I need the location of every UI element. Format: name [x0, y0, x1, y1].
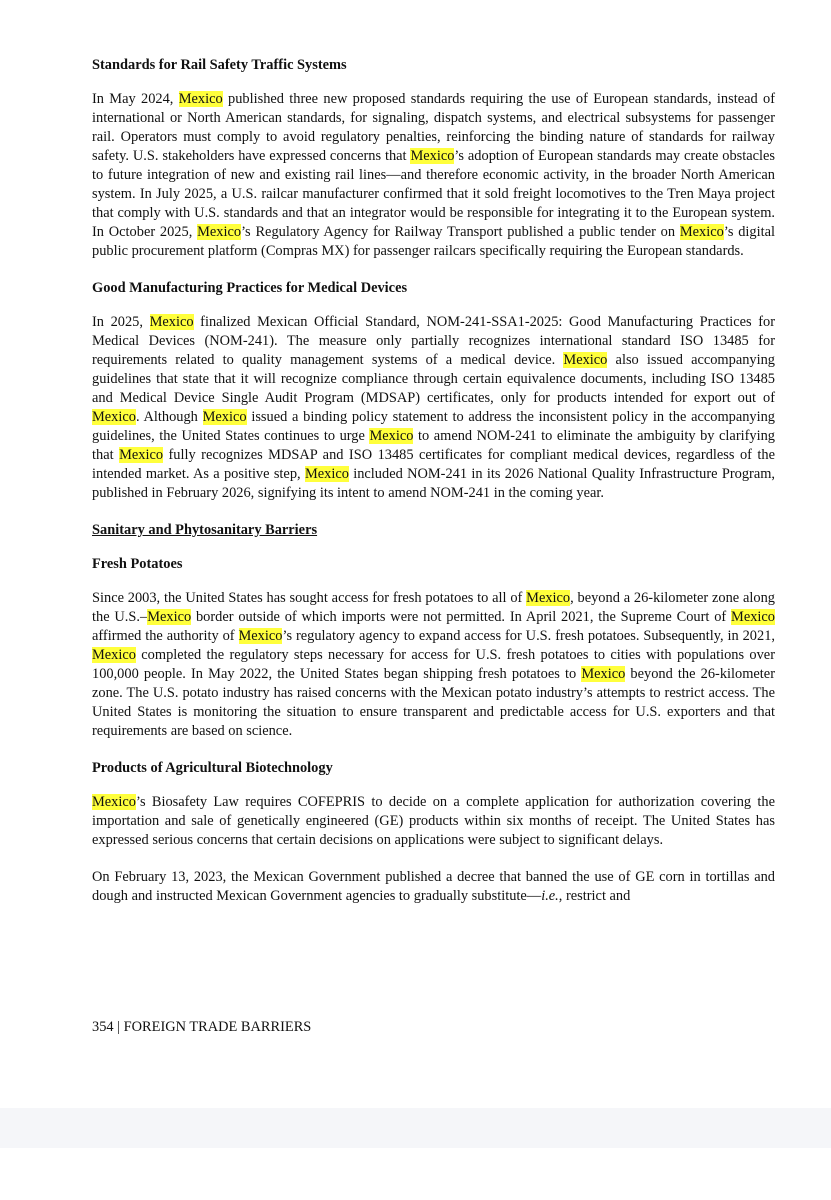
subsection-heading: Standards for Rail Safety Traffic Systems [92, 57, 347, 73]
text-run: published three new proposed standards requiring the use of European standards, instead of international or North American standards, for signaling, dispatch systems, and electrical subsystems for passenger rail. Operators must comply to avoid regulatory penalties, reinforcing the binding nature of standards for railway safety. U.S. stakeholders have expressed concerns that [92, 91, 775, 164]
page-footer: 354 | FOREIGN TRADE BARRIERS [92, 1019, 312, 1035]
highlighted-term: Mexico [563, 352, 608, 368]
text-run: completed the regulatory steps necessary for access for U.S. fresh potatoes to cities with populations over 100,000 people. In May 2022, the United States began shipping fresh potatoes to [92, 647, 775, 682]
text-run: finalized Mexican Official Standard, NOM-241-SSA1-2025: Good Manufacturing Practices for Medical Devices (NOM-241). The measure only partially recognizes international standard ISO 13485 for requirements related to quality management systems of a medical device. [92, 314, 776, 368]
highlighted-term: Mexico [304, 466, 349, 482]
highlighted-term: Mexico [410, 148, 455, 164]
highlighted-term: Mexico [178, 91, 223, 107]
text-run: fully recognizes MDSAP and ISO 13485 certificates for compliant medical devices, regardless of the intended market. As a positive step, [92, 447, 775, 482]
highlighted-term: Mexico [202, 409, 247, 425]
highlighted-term: Mexico [731, 609, 775, 625]
text-run: border outside of which imports were not permitted. In April 2021, the Supreme Court of [191, 609, 732, 625]
highlighted-term: Mexico [92, 409, 136, 425]
highlighted-term: Mexico [147, 609, 192, 625]
text-run: also issued accompanying guidelines that state that it will recognize compliance through certain equivalence documents, including ISO 13485 and Medical Device Single Audit Program (MDSAP) certificates, only for products intended for export out of [92, 352, 775, 406]
viewer-blank-area [0, 1148, 831, 1200]
text-run: , beyond a 26-kilometer zone along the U.S.– [92, 590, 775, 625]
text-run: ’s digital public procurement platform (Compras MX) for passenger railcars specifically requiring the European standards. [92, 224, 775, 259]
paragraph [92, 793, 775, 850]
text-run: In May 2024, [92, 91, 179, 107]
text-run: ’s Regulatory Agency for Railway Transport published a public tender on [241, 224, 680, 240]
text-run: . Although [135, 409, 203, 425]
text-run: In 2025, [92, 314, 150, 330]
section-heading: Sanitary and Phytosanitary Barriers [92, 522, 318, 538]
subsection-heading: Products of Agricultural Biotechnology [92, 760, 333, 776]
subsection-heading: Fresh Potatoes [92, 556, 183, 572]
highlighted-term: Mexico [92, 647, 136, 663]
highlighted-term: Mexico [92, 794, 136, 810]
paragraph [92, 90, 775, 261]
paragraph [92, 868, 775, 906]
text-run: ’s regulatory agency to expand access for U.S. fresh potatoes. Subsequently, in 2021, [282, 628, 775, 644]
paragraph [92, 313, 775, 503]
highlighted-term: Mexico [526, 590, 571, 606]
highlighted-term: Mexico [581, 666, 626, 682]
text-run: , restrict and [558, 888, 631, 904]
highlighted-term: Mexico [369, 428, 414, 444]
text-run: ’s adoption of European standards may create obstacles to future integration of new and existing rail lines—and therefore economic activity, in the broader North American system. In July 2025, a U.S. railcar manufacturer confirmed that it sold freight locomotives to the Tren Maya project that comply with U.S. standards and that an integrator would be responsible for integrating it to the European system. In October 2025, [92, 148, 775, 240]
text-run: On February 13, 2023, the Mexican Government published a decree that banned the use of GE corn in tortillas and dough and instructed Mexican Government agencies to gradually substitute— [92, 869, 775, 904]
paragraph [92, 589, 775, 741]
subsection-heading: Good Manufacturing Practices for Medical Devices [92, 280, 408, 296]
text-run: issued a binding policy statement to address the inconsistent policy in the accompanying guidelines, the United States continues to urge [92, 409, 775, 444]
highlighted-term: Mexico [238, 628, 283, 644]
text-run: Since 2003, the United States has sought access for fresh potatoes to all of [92, 590, 527, 606]
text-run: included NOM-241 in its 2026 National Quality Infrastructure Program, published in February 2026, signifying its intent to amend NOM-241 in the coming year. [92, 466, 776, 501]
document-body [92, 56, 775, 924]
text-run: affirmed the authority of [92, 628, 239, 644]
highlighted-term: Mexico [149, 314, 194, 330]
text-run: to amend NOM-241 to eliminate the ambiguity by clarifying that [92, 428, 775, 463]
highlighted-term: Mexico [119, 447, 164, 463]
text-run: ’s Biosafety Law requires COFEPRIS to decide on a complete application for authorization covering the importation and sale of genetically engineered (GE) products within six months of receipt. The United States has expressed serious concerns that certain decisions on applications were subject to significant delays. [92, 794, 775, 848]
highlighted-term: Mexico [197, 224, 242, 240]
text-run: beyond the 26-kilometer zone. The U.S. potato industry has raised concerns with the Mexican potato industry’s attempts to restrict access. The United States is monitoring the situation to ensure transparent and predictable access for U.S. exporters and that requirements are based on science. [92, 666, 775, 739]
text-run: i.e. [541, 888, 559, 904]
highlighted-term: Mexico [679, 224, 724, 240]
viewer-bottom-band [0, 1108, 831, 1148]
